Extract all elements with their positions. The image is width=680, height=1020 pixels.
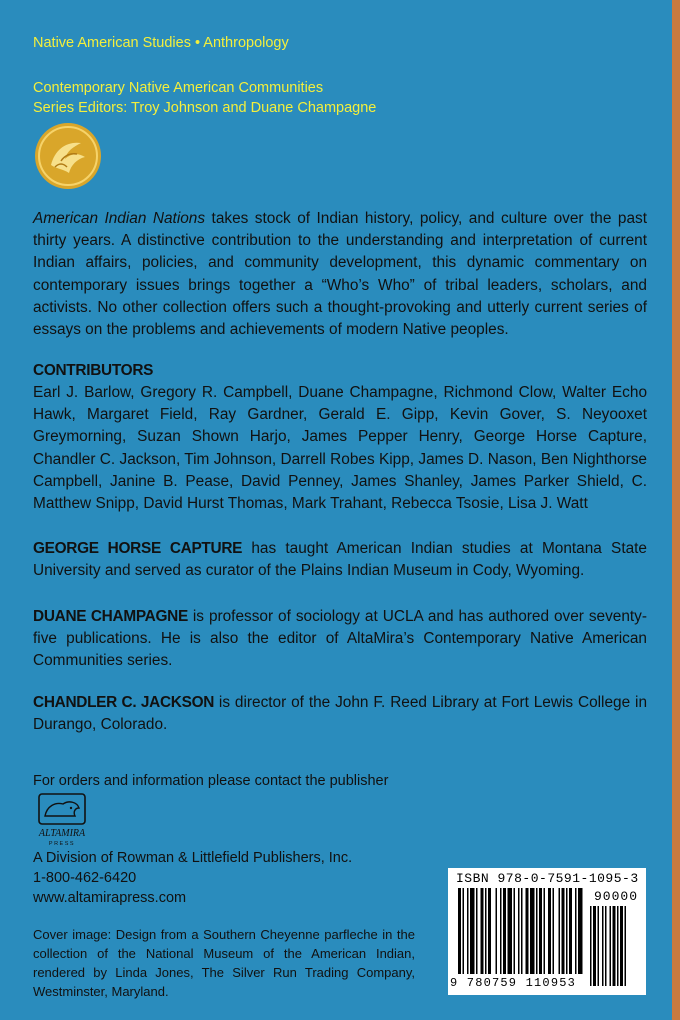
publisher-website: www.altamirapress.com — [33, 890, 187, 906]
book-title: American Indian Nations — [33, 210, 206, 227]
subject-line: Native American Studies • Anthropology — [33, 35, 289, 51]
editor-name: CHANDLER C. JACKSON — [33, 694, 215, 711]
description-text: takes stock of Indian history, policy, and culture over the past thirty years. A distinctive contribution to the understanding and interpretation of current Indian affairs, policies, and community development, this dynamic commentary on contemporary issues brings together a “Who’s Who” of tribal leaders, scholars, and activists. No other collection offers such a thought-provoking and utterly current series of essays on the problems and achievements of modern Native peoples. — [33, 210, 647, 339]
logo-text: ALTAMIRA — [38, 828, 86, 839]
editor-bio-text: is director of the John F. Reed Library at Fort Lewis College in Durango, Colorado. — [33, 694, 647, 734]
logo-subtext: PRESS — [48, 841, 76, 847]
ean-digits: 9 780759 110953 — [450, 976, 577, 990]
publisher-division: A Division of Rowman & Littlefield Publishers, Inc. — [33, 850, 353, 866]
isbn-barcode — [448, 868, 646, 995]
contributors-list: Earl J. Barlow, Gregory R. Campbell, Duane Champagne, Richmond Clow, Walter Echo Hawk, Margaret Field, Ray Gardner, Gerald E. Gipp, Kevin Gover, S. Neyooxet Greymorning, Suzan Shown Harjo, James Pepper Henry, George Horse Capture, Chandler C. Jackson, Tim Johnson, Darrell Robes Kipp, James D. Nason, Ben Nighthorse Campbell, Janine B. Pease, David Penney, James Shanley, James Parker Shield, C. Matthew Snipp, David Hurst Thomas, Mark Trahant, Rebecca Tsosie, Lisa J. Watt — [33, 384, 647, 513]
publisher-phone: 1-800-462-6420 — [33, 870, 137, 886]
publisher-info — [33, 848, 352, 908]
editor-name: DUANE CHAMPAGNE — [33, 608, 188, 625]
cover-credit: Cover image: Design from a Southern Cheyenne parfleche in the collection of the National Museum of the American Indian, rendered by Linda Jones, The Silver Run Trading Company, Westminster, Maryland. — [33, 927, 415, 999]
series-info — [33, 78, 376, 118]
editor-bio — [33, 538, 647, 582]
orders-note: For orders and information please contact the publisher — [33, 773, 389, 789]
price-code: 90000 — [593, 889, 638, 904]
isbn-number: ISBN 978-0-7591-1095-3 — [456, 871, 639, 886]
series-editors: Series Editors: Troy Johnson and Duane Champagne — [33, 100, 377, 116]
editor-name: GEORGE HORSE CAPTURE — [33, 540, 243, 557]
editor-bio-text: has taught American Indian studies at Montana State University and served as curator of the Plains Indian Museum in Cody, Wyoming. — [33, 540, 647, 580]
contributors-heading: CONTRIBUTORS — [33, 362, 154, 379]
book-description — [33, 208, 647, 341]
editor-bio — [33, 606, 647, 673]
series-emblem-icon — [33, 121, 103, 191]
publisher-logo-icon — [33, 790, 93, 848]
editor-bio — [33, 692, 647, 736]
series-name: Contemporary Native American Communities — [33, 80, 324, 96]
editor-bio-text: is professor of sociology at UCLA and has authored over seventy-five publications. He is also the editor of AltaMira’s Contemporary Native American Communities series. — [33, 608, 648, 670]
